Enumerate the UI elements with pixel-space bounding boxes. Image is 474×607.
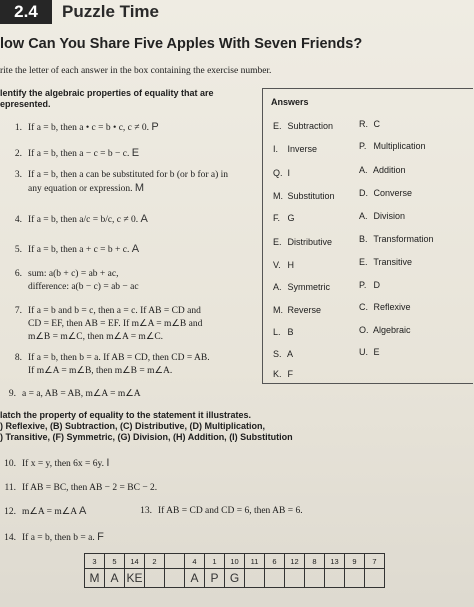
exercise-1: 1. If a = b, then a • c = b • c, c ≠ 0. P (14, 121, 159, 133)
answers-title: Answers (271, 97, 309, 107)
answer-grid (84, 553, 385, 588)
grid-letter-cell[interactable] (145, 569, 165, 588)
grid-number-cell: 5 (105, 554, 125, 569)
grid-number-cell: 7 (365, 554, 385, 569)
handwritten-answer: A (131, 243, 140, 255)
answer-option: P. D (359, 280, 381, 290)
grid-number-cell: 1 (205, 554, 225, 569)
handwritten-answer: I (106, 457, 110, 469)
answer-option: Q. I (273, 168, 291, 178)
answer-option: R. C (359, 119, 381, 129)
answer-option: U. E (359, 347, 380, 357)
exercise-10: 10. If x = y, then 6x = 6y. I (4, 457, 110, 469)
grid-letter-cell[interactable] (325, 569, 345, 588)
grid-number-cell: 11 (245, 554, 265, 569)
instructions: rite the letter of each answer in the box containing the exercise number. (0, 66, 272, 76)
exercise-12: 12. m∠A = m∠A A (4, 505, 87, 517)
grid-number-cell: 13 (325, 554, 345, 569)
grid-letter-cell[interactable] (265, 569, 285, 588)
answer-option: M. Reverse (273, 305, 322, 315)
handwritten-answer: E (131, 147, 140, 159)
grid-letter-cell[interactable] (165, 569, 185, 588)
exercise-4: 4. If a = b, then a/c = b/c, c ≠ 0. A (14, 213, 148, 225)
exercise-5: 5. If a = b, then a + c = b + c. A (14, 243, 140, 255)
grid-letter-cell[interactable]: P (205, 569, 225, 588)
grid-number-cell: 10 (225, 554, 245, 569)
page-title: low Can You Share Five Apples With Seven Friends? (0, 36, 363, 52)
handwritten-answer: M (134, 182, 145, 194)
handwritten-answer: A (140, 213, 148, 225)
exercise-3: 3. If a = b, then a can be substituted for b (or b for a) in any equation or expression. M (14, 170, 229, 194)
grid-number-cell (165, 554, 185, 569)
exercise-11: 11. If AB = BC, then AB − 2 = BC − 2. (4, 483, 158, 493)
grid-number-cell: 9 (345, 554, 365, 569)
grid-number-row (85, 554, 385, 569)
grid-letter-cell[interactable] (285, 569, 305, 588)
grid-number-cell: 12 (285, 554, 305, 569)
answers-box (262, 88, 473, 384)
grid-number-cell: 6 (265, 554, 285, 569)
grid-number-cell: 2 (145, 554, 165, 569)
grid-letter-cell[interactable]: KE (125, 569, 145, 588)
answer-option: A. Division (359, 211, 406, 221)
answer-option: K. F (273, 369, 294, 379)
answer-option: E. Distributive (273, 237, 333, 247)
answer-option: S. A (273, 349, 294, 359)
answer-option: P. Multiplication (359, 141, 426, 151)
handwritten-answer: P (151, 121, 159, 133)
answer-option: E. Subtraction (273, 121, 334, 131)
section-number: 2.4 (0, 0, 52, 24)
exercise-14: 14. If a = b, then b = a. F (4, 531, 104, 543)
exercise-13: 13. If AB = CD and CD = 6, then AB = 6. (140, 506, 303, 516)
answer-option: O. Algebraic (359, 325, 411, 335)
grid-letter-cell[interactable]: A (105, 569, 125, 588)
answer-option: A. Symmetric (273, 282, 331, 292)
answer-option: F. G (273, 213, 295, 223)
answer-option: D. Converse (359, 188, 413, 198)
grid-letter-cell[interactable]: M (85, 569, 105, 588)
grid-letter-row (85, 569, 385, 588)
grid-letter-cell[interactable] (245, 569, 265, 588)
grid-number-cell: 8 (305, 554, 325, 569)
exercise-2: 2. If a = b, then a − c = b − c. E (14, 147, 140, 159)
part1-heading: lentify the algebraic properties of equality that are epresented. (0, 88, 214, 109)
grid-number-cell: 3 (85, 554, 105, 569)
grid-letter-cell[interactable]: A (185, 569, 205, 588)
grid-number-cell: 4 (185, 554, 205, 569)
grid-letter-cell[interactable] (365, 569, 385, 588)
grid-letter-cell[interactable] (345, 569, 365, 588)
answer-option: A. Addition (359, 165, 406, 175)
part2-heading: latch the property of equality to the statement it illustrates. ) Reflexive, (B) Subtraction, (C) Distributive, (D) Multiplication, ) Transitive, (F) Symmetric, (G) Division, (H) Addition, (I) Substitution (0, 410, 293, 442)
exercise-9: 9. a = a, AB = AB, m∠A = m∠A (8, 389, 141, 399)
answer-option: M. Substitution (273, 191, 335, 201)
answer-option: E. Transitive (359, 257, 413, 267)
answer-option: C. Reflexive (359, 302, 411, 312)
exercise-7: 7. If a = b and b = c, then a = c. If AB = CD and CD = EF, then AB = EF. If m∠A = m∠B and m∠B = m∠C, then m∠A = m∠C. (14, 306, 203, 342)
answer-option: L. B (273, 327, 294, 337)
grid-letter-cell[interactable] (305, 569, 325, 588)
answer-option: B. Transformation (359, 234, 434, 244)
answer-option: I. Inverse (273, 144, 318, 154)
grid-letter-cell[interactable]: G (225, 569, 245, 588)
handwritten-answer: A (78, 505, 87, 517)
exercise-8: 8. If a = b, then b = a. If AB = CD, then CD = AB. If m∠A = m∠B, then m∠B = m∠A. (14, 353, 210, 376)
header-bar (0, 0, 474, 24)
header-title: Puzzle Time (62, 2, 159, 21)
handwritten-answer: F (97, 531, 104, 543)
exercise-6: 6. sum: a(b + c) = ab + ac, difference: a(b − c) = ab − ac (14, 269, 139, 292)
answer-option: V. H (273, 260, 295, 270)
grid-number-cell: 14 (125, 554, 145, 569)
